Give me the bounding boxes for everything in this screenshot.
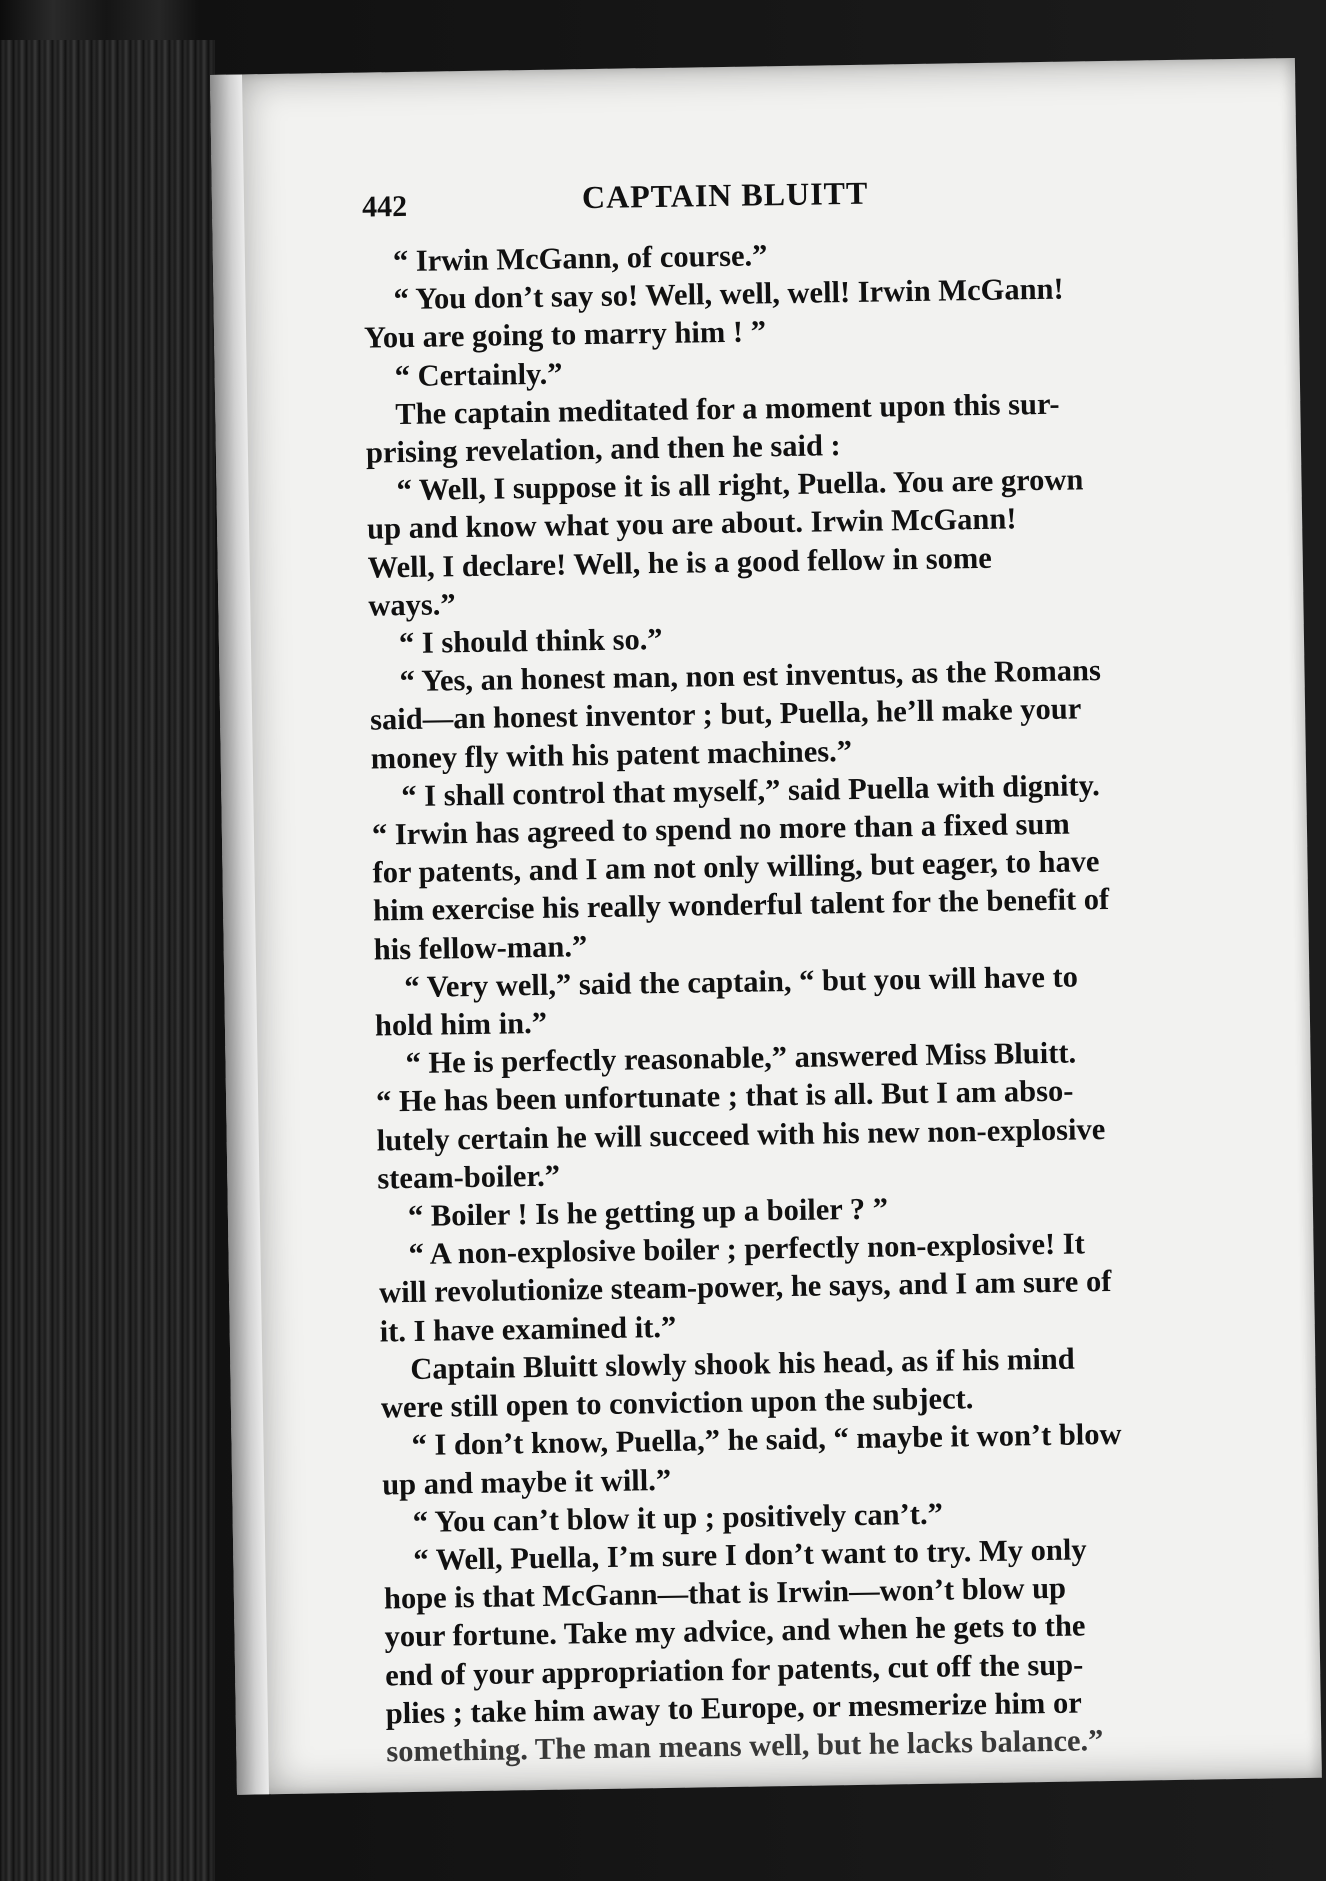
text-line: Captain Bluitt slowly shook his head, as if his mind: [410, 1341, 1075, 1386]
text-line: “ He is perfectly reasonable,” answered Miss Bluitt.: [405, 1035, 1077, 1081]
book-spine: [0, 40, 215, 1881]
text-line: steam-boiler.”: [377, 1158, 561, 1196]
text-line: “ I should think so.”: [398, 621, 663, 661]
text-line: “ He has been unfortunate ; that is all. But I am abso-: [375, 1074, 1074, 1119]
page-number: 442: [361, 189, 408, 224]
text-line: Well, I declare! Well, he is a good fellow in some: [367, 540, 993, 585]
text-line: up and know what you are about. Irwin McGann!: [366, 501, 1017, 547]
text-line: “ Well, I suppose it is all right, Puella. You are grown: [396, 462, 1084, 508]
text-line: “ Certainly.”: [394, 356, 563, 393]
text-line: his fellow-man.”: [373, 928, 588, 967]
text-line: your fortune. Take my advice, and when he gets to the: [384, 1608, 1086, 1654]
text-line: were still open to conviction upon the subject.: [380, 1381, 974, 1425]
text-line: “ Very well,” said the captain, “ but you will have to: [404, 959, 1079, 1004]
text-line: money fly with his patent machines.”: [370, 733, 853, 776]
text-line: plies ; take him away to Europe, or mesmerize him or: [385, 1685, 1082, 1731]
text-line: “ Irwin McGann, of course.”: [392, 238, 768, 279]
text-line: “ Boiler ! Is he getting up a boiler ? ”: [407, 1191, 889, 1234]
page-header: [362, 170, 1193, 233]
text-line: something. The man means well, but he lacks balance.”: [386, 1723, 1104, 1769]
text-line: “ Irwin has agreed to spend no more than a fixed sum: [371, 806, 1071, 852]
text-line: hold him in.”: [374, 1005, 548, 1043]
text-line: it. I have examined it.”: [379, 1309, 677, 1349]
text-line: will revolutionize steam-power, he says, and I am sure of: [378, 1264, 1112, 1310]
text-line: for patents, and I am not only willing, but eager, to have: [372, 844, 1100, 890]
text-line: up and maybe it will.”: [381, 1462, 672, 1501]
text-line: “ Well, Puella, I’m sure I don’t want to try. My only: [413, 1532, 1087, 1577]
text-line: “ I don’t know, Puella,” he said, “ maybe it won’t blow: [411, 1417, 1122, 1463]
text-line: The captain meditated for a moment upon this sur-: [395, 386, 1060, 431]
body-text: [363, 229, 1237, 1770]
text-line: “ A non-explosive boiler ; perfectly non-explosive! It: [408, 1226, 1086, 1272]
text-line: “ You can’t blow it up ; positively can’t.”: [412, 1496, 944, 1539]
text-line: said—an honest inventor ; but, Puella, he’ll make your: [369, 691, 1082, 737]
text-line: end of your appropriation for patents, cut off the sup-: [384, 1646, 1084, 1692]
text-line: him exercise his really wonderful talent for the benefit of: [372, 882, 1110, 928]
text-line: You are going to marry him ! ”: [363, 314, 767, 356]
text-line: “ You don’t say so! Well, well, well! Irwin McGann!: [393, 271, 1064, 317]
text-line: hope is that McGann—that is Irwin—won’t blow up: [383, 1570, 1067, 1616]
running-head: CAPTAIN BLUITT: [581, 174, 869, 216]
text-line: prising revelation, and then he said :: [365, 428, 841, 470]
text-line: “ Yes, an honest man, non est inventus, as the Romans: [399, 653, 1102, 699]
text-line: lutely certain he will succeed with his new non-explosive: [376, 1111, 1106, 1158]
book-page: [210, 58, 1322, 1795]
text-line: “ I shall control that myself,” said Puella with dignity.: [401, 767, 1100, 813]
text-line: ways.”: [368, 587, 456, 623]
